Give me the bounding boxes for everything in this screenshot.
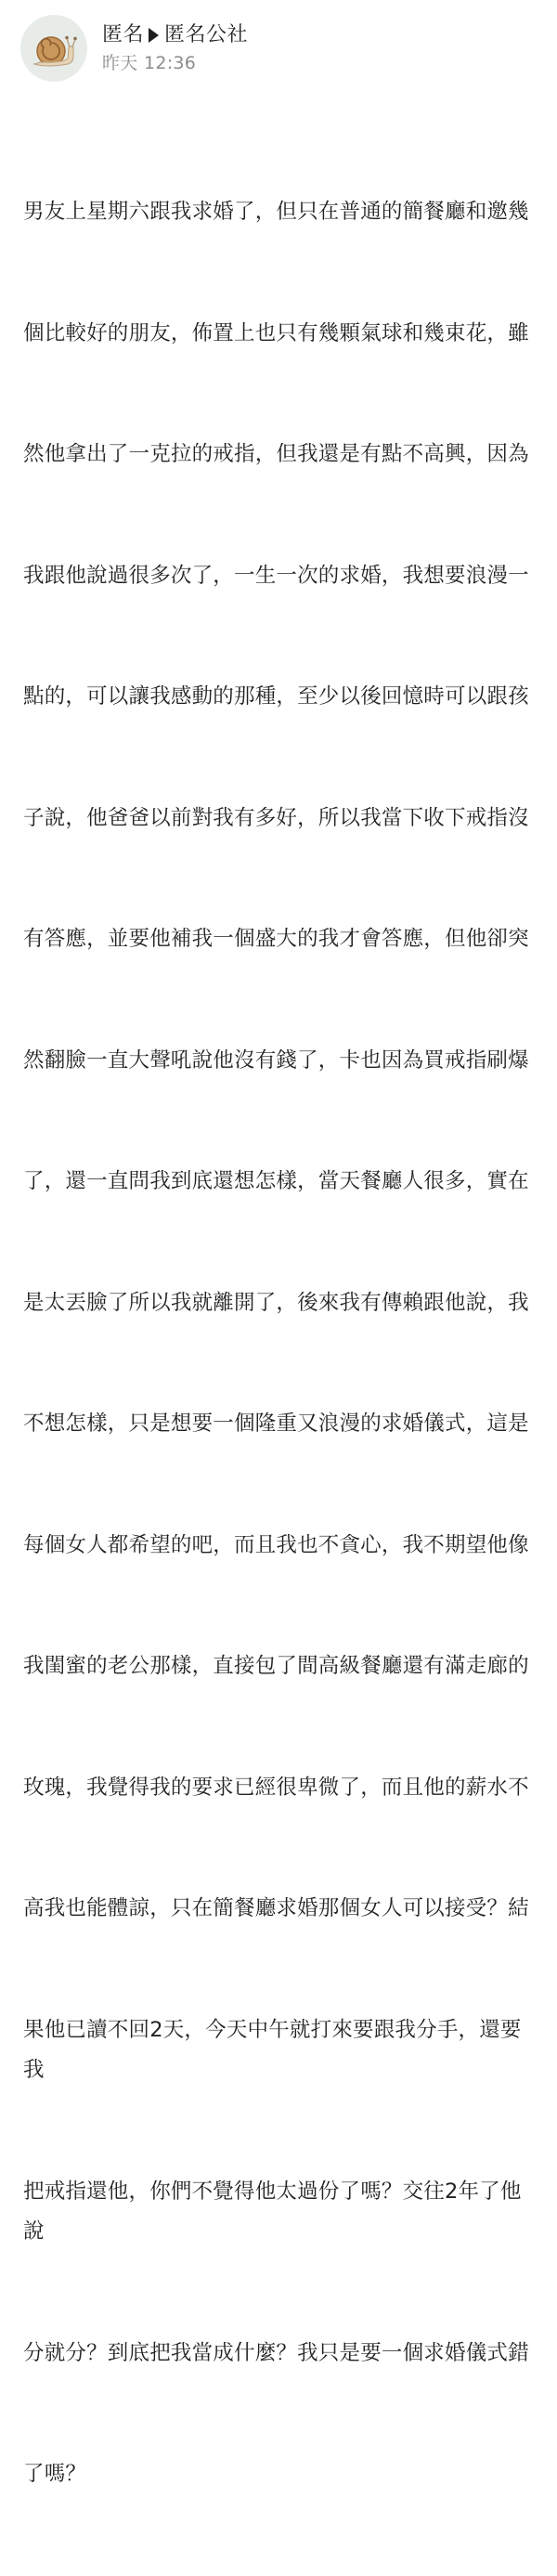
post-line: 有答應，並要他補我一個盛大的我才會答應，但他卻突 [23, 927, 529, 951]
post-line: 了，還一直問我到底還想怎樣，當天餐廳人很多，實在 [23, 1169, 529, 1193]
avatar[interactable] [20, 15, 87, 82]
post-header [20, 15, 248, 82]
post-timestamp: 昨天 12:36 [102, 53, 197, 73]
post-line: 玫瑰，我覺得我的要求已經很卑微了，而且他的薪水不 [23, 1775, 529, 1800]
post-meta [102, 21, 248, 75]
board-name[interactable]: 匿名公社 [164, 23, 249, 46]
post-line: 每個女人都希望的吧，而且我也不貪心，我不期望他像 [23, 1532, 529, 1557]
post-line: 我跟他說過很多次了，一生一次的求婚，我想要浪漫一 [23, 563, 529, 588]
author-name[interactable]: 匿名 [102, 23, 145, 46]
post-line: 然翻臉一直大聲吼說他沒有錢了，卡也因為買戒指刷爆 [23, 1047, 529, 1073]
post-line: 高我也能體諒，只在簡餐廳求婚那個女人可以接受？結 [23, 1896, 529, 1920]
post-line: 然他拿出了一克拉的戒指，但我還是有點不高興，因為 [23, 442, 529, 466]
post-line: 是太丟臉了所以我就離開了，後來我有傳賴跟他說，我 [23, 1290, 529, 1315]
post-line: 點的，可以讓我感動的那種，至少以後回憶時可以跟孩 [23, 684, 529, 709]
post-line: 不想怎樣，只是想要一個隆重又浪漫的求婚儀式，這是 [23, 1412, 529, 1436]
post-line: 把戒指還他，你們不覺得他太過份了嗎？交往2年了他說 [23, 2179, 522, 2244]
post-line: 了嗎？ [23, 2462, 87, 2486]
post-body [23, 111, 536, 2576]
post-line: 果他已讀不回2天，今天中午就打來要跟我分手，還要我 [23, 2017, 522, 2082]
post-line: 男友上星期六跟我求婚了，但只在普通的簡餐廳和邀幾 [23, 200, 529, 224]
post-line: 個比較好的朋友，佈置上也只有幾顆氣球和幾束花，雖 [23, 320, 529, 345]
post-line: 子說，他爸爸以前對我有多好，所以我當下收下戒指沒 [23, 805, 529, 830]
snail-icon [25, 20, 83, 77]
post-line: 我閨蜜的老公那樣，直接包了間高級餐廳還有滿走廊的 [23, 1654, 529, 1678]
post-line: 分就分？到底把我當成什麼？我只是要一個求婚儀式錯 [23, 2340, 529, 2365]
author-line [102, 21, 248, 49]
arrow-right-icon [149, 28, 159, 43]
